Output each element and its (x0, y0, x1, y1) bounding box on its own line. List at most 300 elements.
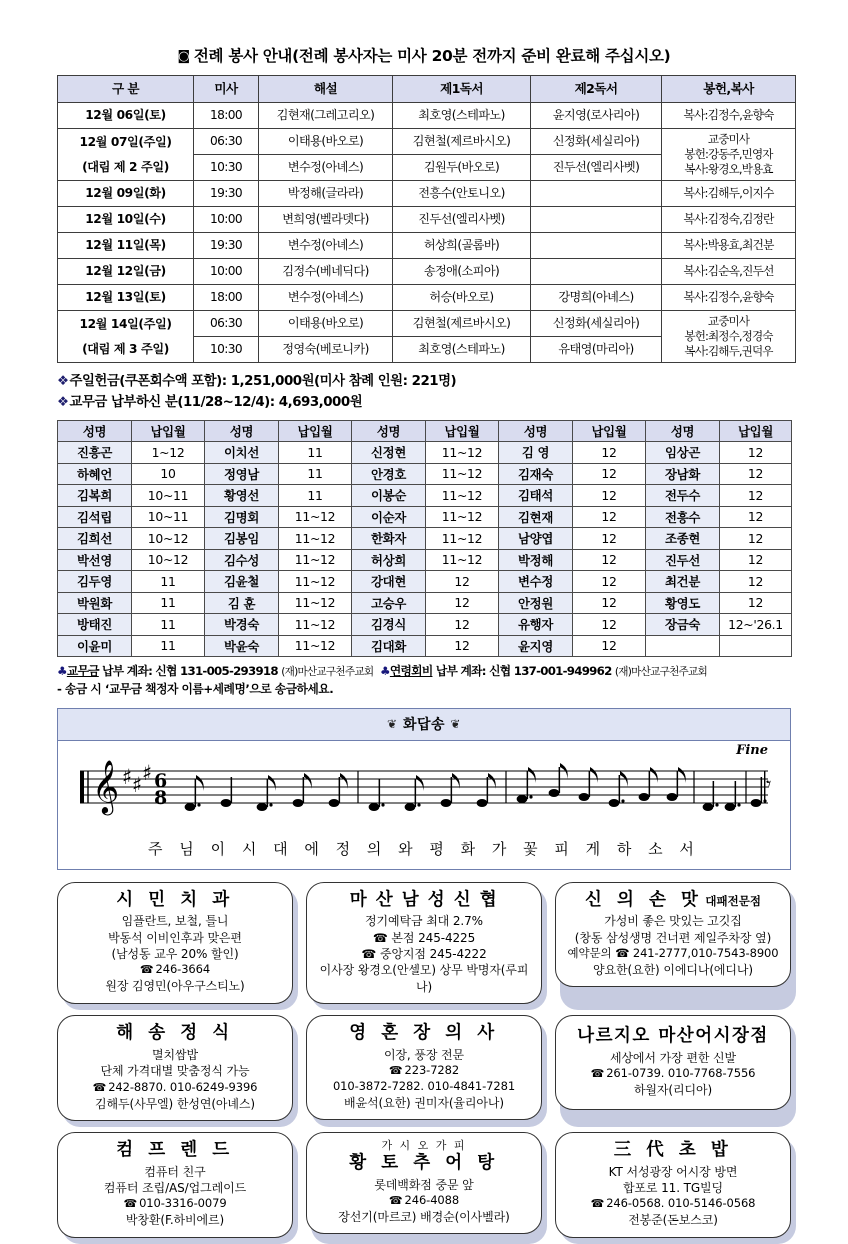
hymn-block (57, 708, 791, 870)
donor-month-cell: 12 (720, 485, 792, 507)
cell-commentary: 이태용(바오로) (259, 129, 393, 155)
donor-month-cell: 11~12 (426, 463, 499, 485)
cell-reading2: 신정화(세실리아) (531, 129, 662, 155)
svg-text:𝄞: 𝄞 (92, 758, 120, 813)
ad-detail-line: 합포로 11. TG빌딩 (622, 1181, 724, 1195)
col-name: 성명 (499, 420, 573, 442)
table-row (58, 285, 796, 311)
donor-name-cell: 정영남 (205, 463, 279, 485)
phone-icon: ☎ (590, 1067, 605, 1080)
table-row (58, 614, 792, 636)
cell-time: 10:30 (194, 337, 259, 363)
cell-commentary: 변희영(벨라뎃다) (259, 207, 393, 233)
offering-line: 교중미사 (707, 313, 750, 328)
donor-name-cell: 신정현 (352, 442, 426, 464)
cell-commentary: 정영숙(베로니카) (259, 337, 393, 363)
ad-detail-line: 컴퓨터 조립/AS/업그레이드 (103, 1181, 247, 1195)
offering-line: 봉헌:강동주,민영자 (684, 146, 773, 161)
cell-date: 12월 10일(수) (58, 207, 194, 233)
cell-reading2: 강명희(아녜스) (531, 285, 662, 311)
offering-notes (0, 363, 848, 418)
donor-name-cell: 한화자 (352, 528, 426, 550)
table-row (58, 506, 792, 528)
col-name: 성명 (646, 420, 720, 442)
donor-month-cell: 11~12 (426, 549, 499, 571)
cell-reading2 (531, 233, 662, 259)
offering-sunday-text: 주일헌금(쿠폰회수액 포함): 1,251,000원(미사 참례 인원: 221명) (69, 374, 457, 389)
clover-icon: ♣ (57, 664, 67, 679)
advertisement-card[interactable] (306, 1015, 542, 1121)
advertisement-box (555, 1015, 791, 1110)
cell-reading1: 허승(바오로) (393, 285, 531, 311)
donor-month-cell: 12 (426, 614, 499, 636)
donor-month-cell: 12 (720, 571, 792, 593)
table-row (58, 311, 796, 337)
ad-phone-line (64, 1080, 286, 1096)
ad-contact-person: 배윤석(요한) 권미자(율리아나) (344, 1095, 504, 1110)
table-row (58, 233, 796, 259)
donor-name-cell: 진흥곤 (58, 442, 132, 464)
account-fee-label: 연령회비 (389, 664, 433, 679)
donor-month-cell: 11 (279, 442, 352, 464)
table-row (58, 571, 792, 593)
donor-name-cell: 김복희 (58, 485, 132, 507)
account-fee-text: 납부 계좌: 신협 137-001-949962 (432, 664, 615, 679)
donor-name-cell: 하혜언 (58, 463, 132, 485)
donor-month-cell: 10~12 (132, 549, 205, 571)
donor-name-cell: 김 훈 (205, 592, 279, 614)
donor-name-cell: 김명회 (205, 506, 279, 528)
donor-table-header-row (58, 420, 792, 442)
cell-reading2 (531, 207, 662, 233)
ad-business-name (562, 1140, 784, 1162)
cell-time: 19:30 (194, 233, 259, 259)
table-row (58, 181, 796, 207)
ad-phone-number: 010-3316-0079 (139, 1196, 227, 1211)
donor-name-cell: 전흥수 (646, 506, 720, 528)
service-table-body (58, 103, 796, 363)
advertisement-card[interactable] (306, 882, 542, 1004)
ad-phone-line (562, 1196, 784, 1212)
donor-name-cell (646, 635, 720, 657)
ad-name-text: 황 토 추 어 탕 (349, 1152, 499, 1173)
cell-commentary: 변수정(아녜스) (259, 285, 393, 311)
ad-name-text: 三 代 초 밥 (613, 1139, 733, 1160)
cell-offering-group (662, 129, 796, 181)
cell-reading1: 김현철(제르바시오) (393, 311, 531, 337)
cell-commentary: 박정해(글라라) (259, 181, 393, 207)
advertisement-box (57, 1015, 293, 1121)
cell-date: 12월 07일(주일) (58, 129, 194, 155)
ad-detail-line: 세상에서 가장 편한 신발 (609, 1050, 737, 1065)
cell-date: 12월 11일(목) (58, 233, 194, 259)
ad-detail-line: 정기예탁금 최대 2.7% (365, 914, 483, 929)
ad-name-text: 시 민 치 과 (116, 889, 234, 910)
donor-month-cell: 11~12 (426, 506, 499, 528)
cell-time: 19:30 (194, 181, 259, 207)
ad-phone-line (313, 1063, 535, 1079)
donor-name-cell: 김대화 (352, 635, 426, 657)
cell-reading1: 김원두(바오로) (393, 155, 531, 181)
donor-name-cell: 전두수 (646, 485, 720, 507)
donor-month-cell: 12 (720, 528, 792, 550)
cell-time: 10:00 (194, 259, 259, 285)
ad-phone-number: 242-8870. 010-6249-9396 (108, 1079, 258, 1094)
donor-name-cell: 이순자 (352, 506, 426, 528)
table-row (58, 592, 792, 614)
ad-business-name (562, 1026, 784, 1048)
col-name: 성명 (205, 420, 279, 442)
donor-month-cell: 11~12 (279, 549, 352, 571)
donor-month-cell: 12 (573, 442, 646, 464)
donor-month-cell: 12 (573, 506, 646, 528)
donor-month-cell: 12 (720, 506, 792, 528)
ad-contact-person: 장선기(마르코) 배경순(이사벨라) (338, 1210, 510, 1225)
donor-name-cell: 박원화 (58, 592, 132, 614)
ad-phone-line (64, 1196, 286, 1212)
donor-month-cell: 11 (132, 592, 205, 614)
col-name: 성명 (352, 420, 426, 442)
ornament-icon: ❦ (387, 716, 398, 731)
donor-month-cell: 12~'26.1 (720, 614, 792, 636)
table-row (58, 549, 792, 571)
donor-month-cell: 12 (573, 528, 646, 550)
donor-name-cell: 김봉임 (205, 528, 279, 550)
offering-dues-text: 교무금 납부하신 분(11/28~12/4): 4,693,000원 (69, 394, 363, 410)
cell-reading1: 김현철(제르바시오) (393, 129, 531, 155)
donor-name-cell: 장금숙 (646, 614, 720, 636)
donor-month-cell: 12 (573, 463, 646, 485)
advertisement-card[interactable] (555, 1015, 791, 1121)
donor-month-cell: 11 (132, 614, 205, 636)
donor-name-cell: 황영도 (646, 592, 720, 614)
donor-name-cell: 김수성 (205, 549, 279, 571)
music-staff (66, 742, 782, 837)
donor-month-cell: 1~12 (132, 442, 205, 464)
table-row (58, 528, 792, 550)
ad-name-text: 나르지오 마산어시장점 (577, 1025, 769, 1046)
advertisement-card[interactable] (57, 882, 293, 1004)
offering-line: 교중미사 (707, 131, 750, 146)
ad-name-text: 컴 프 렌 드 (116, 1139, 234, 1160)
advertisement-card[interactable] (306, 1132, 542, 1238)
table-row (58, 635, 792, 657)
donor-name-cell: 김태석 (499, 485, 573, 507)
donor-month-cell: 10~12 (132, 528, 205, 550)
advertisement-row (57, 1015, 791, 1121)
cell-time: 06:30 (194, 311, 259, 337)
phone-icon: ☎ (139, 963, 154, 977)
svg-text:♯: ♯ (122, 764, 133, 789)
cell-reading1: 전흥수(안토니오) (393, 181, 531, 207)
ad-contact-person: 김해두(사무엘) 한성연(아녜스) (95, 1096, 255, 1111)
cell-commentary: 이태용(바오로) (259, 311, 393, 337)
donor-month-cell: 12 (720, 549, 792, 571)
donor-name-cell: 김석립 (58, 506, 132, 528)
cell-time: 06:30 (194, 129, 259, 155)
col-name: 성명 (58, 420, 132, 442)
ad-name-text: 해 송 정 식 (116, 1023, 234, 1044)
donor-name-cell: 이치선 (205, 442, 279, 464)
advertisement-box (57, 1132, 293, 1238)
cell-date-sub: (대림 제 3 주일) (58, 337, 194, 363)
advertisement-card[interactable] (57, 1132, 293, 1238)
clover-icon: ♣ (380, 664, 390, 679)
cell-date: 12월 12일(금) (58, 259, 194, 285)
donor-month-cell: 10 (132, 463, 205, 485)
col-month: 납입월 (279, 420, 352, 442)
donor-month-cell: 12 (720, 442, 792, 464)
offering-note-line (57, 372, 791, 393)
cell-time: 18:00 (194, 285, 259, 311)
cell-offering: 복사:박용효,최건분 (662, 233, 796, 259)
ad-contact-person: 원장 김영민(아우구스티노) (105, 979, 245, 994)
ad-phone-line (562, 1066, 784, 1082)
donor-month-cell: 11~12 (426, 442, 499, 464)
advertisement-box (555, 882, 791, 987)
ad-phone-line-secondary: 010-3872-7282. 010-4841-7281 (332, 1079, 516, 1094)
donor-name-cell: 윤지영 (499, 635, 573, 657)
advertisement-box (555, 1132, 791, 1238)
svg-text:𝄾: 𝄾 (766, 771, 772, 796)
advertisement-card[interactable] (57, 1015, 293, 1121)
donor-name-cell: 이봉순 (352, 485, 426, 507)
cell-time: 10:00 (194, 207, 259, 233)
ad-detail-line: 멸치쌈밥 (152, 1047, 198, 1062)
table-row (58, 259, 796, 285)
ad-pretitle: 가 시 오 가 피 (381, 1138, 467, 1152)
svg-text:8: 8 (154, 786, 168, 809)
cell-offering: 복사:김정숙,김정란 (662, 207, 796, 233)
ad-phone-number: 261-0739. 010-7768-7556 (606, 1066, 756, 1080)
ad-contact-person: 하월자(리디아) (633, 1082, 713, 1097)
cell-date: 12월 09일(화) (58, 181, 194, 207)
table-row (58, 129, 796, 155)
advertisement-box (306, 1015, 542, 1120)
cell-offering: 복사:김정수,윤향숙 (662, 285, 796, 311)
title-bullet-icon: ◙ (177, 49, 190, 64)
donor-name-cell: 조종현 (646, 528, 720, 550)
donor-name-cell: 방태진 (58, 614, 132, 636)
donor-month-cell: 11~12 (279, 592, 352, 614)
donor-month-cell: 12 (426, 571, 499, 593)
donor-month-cell: 12 (573, 592, 646, 614)
donor-month-cell: 10~11 (132, 485, 205, 507)
cell-time: 18:00 (194, 103, 259, 129)
cell-reading1: 최호영(스테파노) (393, 337, 531, 363)
ad-phone-line (562, 946, 784, 962)
col-reading1: 제1독서 (393, 76, 531, 103)
donor-name-cell: 김희선 (58, 528, 132, 550)
cell-offering: 복사:김정수,윤향숙 (662, 103, 796, 129)
donor-name-cell: 김윤철 (205, 571, 279, 593)
hymn-header (58, 709, 790, 741)
donor-month-cell: 11~12 (426, 485, 499, 507)
service-table-header-row (58, 76, 796, 103)
donor-name-cell: 남양엽 (499, 528, 573, 550)
ad-detail-line: 가성비 좋은 맛있는 고깃집 (604, 914, 742, 929)
donor-table-body (58, 442, 792, 657)
ad-name-text: 마 산 남 성 신 협 (349, 889, 499, 910)
account-line-1 (57, 663, 791, 681)
offering-note-line (57, 393, 791, 414)
ad-phone-line (313, 1193, 535, 1209)
donor-name-cell: 안경호 (352, 463, 426, 485)
ad-name-text: 영 혼 장 의 사 (349, 1023, 499, 1044)
offering-line: 봉헌:최정수,정경숙 (684, 328, 773, 343)
ornament-icon: ❦ (450, 716, 461, 731)
donor-name-cell: 유행자 (499, 614, 573, 636)
ad-detail-line: 단체 가격대별 맞춤정식 가능 (100, 1064, 250, 1079)
donor-month-cell: 11 (132, 571, 205, 593)
ad-contact-person: 이사장 왕경오(안셀모) 상무 박명자(루피나) (319, 963, 529, 994)
ad-detail-line: (창동 삼성생명 건너편 제일주차장 옆) (574, 930, 772, 945)
donor-month-cell: 11~12 (279, 571, 352, 593)
donor-name-cell: 김두영 (58, 571, 132, 593)
hymn-body (58, 741, 790, 869)
table-row (58, 463, 792, 485)
donor-month-cell: 12 (720, 463, 792, 485)
donor-month-cell: 11~12 (279, 528, 352, 550)
cell-commentary: 변수정(아녜스) (259, 233, 393, 259)
donor-name-cell: 이윤미 (58, 635, 132, 657)
ad-contact-person: 전봉준(돈보스코) (628, 1213, 718, 1228)
donor-month-cell: 11~12 (279, 635, 352, 657)
service-table-wrap (0, 75, 848, 363)
account-dues-org: (재)마산교구천주교회 (281, 666, 374, 679)
phone-icon: ☎ (590, 1197, 605, 1211)
cell-date-sub: (대림 제 2 주일) (58, 155, 194, 181)
donor-month-cell: 12 (720, 592, 792, 614)
table-row (58, 103, 796, 129)
donor-name-cell: 박선영 (58, 549, 132, 571)
col-month: 납입월 (426, 420, 499, 442)
donor-month-cell: 11 (279, 463, 352, 485)
offering-line: 복사:김해두,권덕우 (684, 344, 773, 359)
diamond-icon: ❖ (57, 374, 69, 389)
table-row (58, 442, 792, 464)
ad-name-suffix: 대패전문점 (705, 893, 761, 908)
ad-phone-line (64, 962, 286, 978)
advertisement-box (306, 1132, 542, 1235)
donor-name-cell: 김 영 (499, 442, 573, 464)
ad-contact-person: 양요한(요한) 이에디나(에디나) (593, 962, 753, 977)
cell-reading2: 신정화(세실리아) (531, 311, 662, 337)
donor-month-cell: 11~12 (279, 506, 352, 528)
cell-reading2: 윤지영(로사리아) (531, 103, 662, 129)
donor-table (57, 420, 792, 658)
cell-reading2: 진두선(엘리사벳) (531, 155, 662, 181)
cell-reading2 (531, 181, 662, 207)
ad-detail-line: 이장, 풍장 전문 (383, 1047, 465, 1062)
advertisement-row (57, 1132, 791, 1238)
ad-phone-number: 223-7282 (404, 1063, 460, 1078)
col-mass: 미사 (194, 76, 259, 103)
col-reading2: 제2독서 (531, 76, 662, 103)
cell-offering-group (662, 311, 796, 363)
title-text: 전례 봉사 안내(전례 봉사자는 미사 20분 전까지 준비 완료해 주십시오) (193, 47, 671, 65)
ad-contact-person: 박창환(F.하비에르) (125, 1213, 225, 1228)
ad-business-name (313, 1023, 535, 1045)
ad-detail-line: 박동석 이비인후과 맞은편 (108, 930, 242, 945)
ad-phone-number: 246-3664 (155, 962, 211, 977)
donor-name-cell: 허상희 (352, 549, 426, 571)
ad-business-name (313, 890, 535, 912)
donor-month-cell: 11~12 (279, 614, 352, 636)
ad-detail-line: (남성동 교우 20% 할인) (111, 947, 239, 962)
ad-phone-number: 246-4088 (404, 1193, 460, 1208)
ad-detail-line: KT 서성광장 어시장 방면 (608, 1164, 738, 1179)
service-table (57, 75, 796, 363)
donor-table-wrap (0, 420, 848, 658)
account-notes (0, 657, 848, 699)
cell-time: 10:30 (194, 155, 259, 181)
advertisement-card[interactable] (555, 1132, 791, 1238)
donor-month-cell: 12 (426, 592, 499, 614)
donor-name-cell: 임상곤 (646, 442, 720, 464)
col-division: 구 분 (58, 76, 194, 103)
cell-date: 12월 14일(주일) (58, 311, 194, 337)
account-fee-org: (재)마산교구천주교회 (614, 666, 708, 679)
donor-month-cell: 11 (132, 635, 205, 657)
donor-month-cell: 11 (279, 485, 352, 507)
cell-reading1: 진두선(엘리사벳) (393, 207, 531, 233)
cell-date: 12월 13일(토) (58, 285, 194, 311)
col-month: 납입월 (132, 420, 205, 442)
donor-month-cell: 12 (573, 571, 646, 593)
cell-reading1: 허상희(골롬바) (393, 233, 531, 259)
phone-icon: ☎ (388, 1064, 403, 1078)
ad-phone-number: 246-0568. 010-5146-0568 (606, 1196, 756, 1211)
cell-reading2 (531, 259, 662, 285)
account-dues-text: 납부 계좌: 신협 131-005-293918 (98, 664, 282, 679)
ad-detail-line: 컴퓨터 친구 (144, 1164, 206, 1179)
donor-month-cell: 12 (573, 614, 646, 636)
ad-detail-line: 롯데백화점 중문 앞 (374, 1177, 474, 1192)
svg-text:6: 6 (154, 769, 168, 792)
advertisement-box (306, 882, 542, 1004)
donor-month-cell: 12 (426, 635, 499, 657)
cell-reading1: 최호영(스테파노) (393, 103, 531, 129)
donor-name-cell: 박윤숙 (205, 635, 279, 657)
offering-line: 복사:왕경오,박용효 (684, 162, 773, 177)
donor-month-cell: 12 (573, 485, 646, 507)
col-commentary: 해설 (259, 76, 393, 103)
col-month: 납입월 (720, 420, 792, 442)
fine-marking: Fine (736, 742, 768, 758)
donor-name-cell: 안정원 (499, 592, 573, 614)
svg-text:♯: ♯ (132, 772, 143, 797)
ad-business-name (64, 1140, 286, 1162)
table-row (58, 485, 792, 507)
hymn-title: 화답송 (402, 716, 446, 733)
account-line-2: - 송금 시 ‘교무금 책정자 이름+세례명’으로 송금하세요. (57, 681, 334, 696)
account-dues-label: 교무금 (66, 664, 99, 679)
ad-phone-number: 예약문의 ☎ 241-2777,010-7543-8900 (567, 946, 779, 961)
svg-text:♯: ♯ (142, 760, 153, 785)
col-month: 납입월 (573, 420, 646, 442)
advertisement-card[interactable] (555, 882, 791, 1004)
cell-date: 12월 06일(토) (58, 103, 194, 129)
hymn-lyrics: 주 님 이 시 대 에 정 의 와 평 화 가 꽃 피 게 하 소 서 (148, 839, 700, 858)
advertisement-box (57, 882, 293, 1004)
cell-reading1: 송정애(소피아) (393, 259, 531, 285)
donor-name-cell: 박정해 (499, 549, 573, 571)
ad-business-name (562, 890, 784, 912)
donor-name-cell: 강대현 (352, 571, 426, 593)
cell-commentary: 김현재(그레고리오) (259, 103, 393, 129)
donor-name-cell: 김경식 (352, 614, 426, 636)
